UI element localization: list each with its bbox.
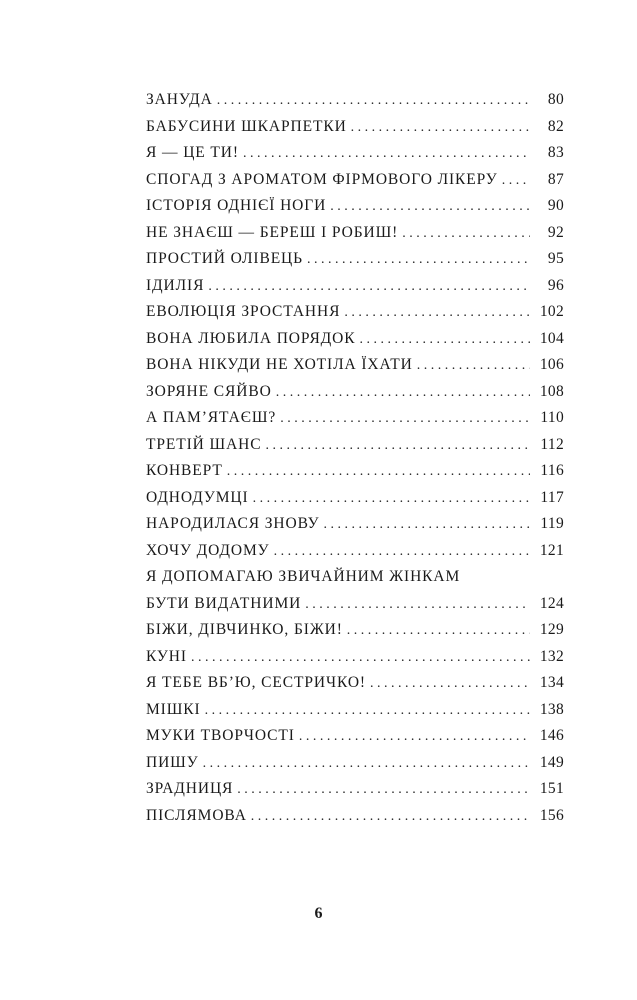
toc-entry xyxy=(146,780,564,807)
toc-entry-page: 117 xyxy=(540,488,564,506)
dot-leader xyxy=(502,173,530,189)
dot-leader xyxy=(205,703,530,719)
dot-leader xyxy=(347,623,530,639)
dot-leader xyxy=(276,385,530,401)
toc-entry-page: 156 xyxy=(539,806,564,824)
toc-entry xyxy=(146,409,564,436)
toc-entry-title: КОНВЕРТ xyxy=(146,462,223,479)
toc-entry-page: 106 xyxy=(539,356,564,373)
toc-entry-page: 82 xyxy=(547,117,564,135)
toc-entry-page: 112 xyxy=(540,435,564,453)
toc-entry xyxy=(146,330,564,357)
toc-entry-page: 119 xyxy=(540,515,564,532)
toc-entry-title: НЕ ЗНАЄШ — БЕРЕШ І РОБИШ! xyxy=(146,223,399,241)
dot-leader xyxy=(351,120,530,136)
toc-entry-page: 146 xyxy=(539,727,564,744)
toc-entry-page: 104 xyxy=(539,329,564,347)
toc-entry xyxy=(146,250,564,277)
toc-entry-title: МУКИ ТВОРЧОСТІ xyxy=(146,727,295,744)
toc-entry-page: 102 xyxy=(539,303,564,320)
dot-leader xyxy=(191,650,530,666)
toc-entry-page: 138 xyxy=(539,700,564,718)
toc-entry-page: 92 xyxy=(547,223,564,241)
toc-entry-page: 96 xyxy=(547,276,564,294)
toc-entry-title: ХОЧУ ДОДОМУ xyxy=(146,541,270,559)
dot-leader xyxy=(203,756,530,772)
toc-entry-title: НАРОДИЛАСЯ ЗНОВУ xyxy=(146,515,320,532)
toc-entry-page: 108 xyxy=(539,382,564,400)
dot-leader xyxy=(305,597,530,613)
toc-entry xyxy=(146,91,564,118)
dot-leader xyxy=(253,491,530,507)
toc-entry-page: 110 xyxy=(540,409,564,426)
page-number: 6 xyxy=(314,905,323,922)
dot-leader xyxy=(417,358,530,374)
dot-leader xyxy=(360,332,531,348)
toc-entry-title: ЗОРЯНЕ СЯЙВО xyxy=(146,382,272,400)
table-of-contents xyxy=(146,91,564,833)
toc-entry-title: ПРОСТИЙ ОЛІВЕЦЬ xyxy=(146,250,303,267)
dot-leader xyxy=(274,544,530,560)
toc-entry-page: 80 xyxy=(547,91,564,108)
toc-entry xyxy=(146,383,564,410)
toc-entry-page: 95 xyxy=(547,250,564,267)
toc-entry xyxy=(146,356,564,383)
toc-entry-page: 121 xyxy=(539,541,564,559)
dot-leader xyxy=(330,199,530,215)
toc-entry xyxy=(146,648,564,675)
toc-entry-title: БУТИ ВИДАТНИМИ xyxy=(146,594,302,612)
toc-entry xyxy=(146,701,564,728)
toc-entry-page: 149 xyxy=(539,753,564,771)
toc-entry xyxy=(146,277,564,304)
toc-entry-page: 132 xyxy=(539,647,564,665)
toc-entry-title: ЗРАДНИЦЯ xyxy=(146,780,234,797)
dot-leader xyxy=(237,782,530,798)
dot-leader xyxy=(402,226,530,242)
dot-leader xyxy=(217,93,530,109)
toc-entry-title: ІСТОРІЯ ОДНІЄЇ НОГИ xyxy=(146,197,327,214)
toc-entry-title: ПІСЛЯМОВА xyxy=(146,806,247,824)
toc-entry-title: ІДИЛІЯ xyxy=(146,276,205,294)
toc-entry xyxy=(146,118,564,145)
toc-entry-title: БІЖИ, ДІВЧИНКО, БІЖИ! xyxy=(146,621,343,638)
toc-entry-title: БАБУСИНИ ШКАРПЕТКИ xyxy=(146,117,347,135)
toc-entry xyxy=(146,727,564,754)
toc-entry xyxy=(146,197,564,224)
toc-entry xyxy=(146,224,564,251)
toc-entry xyxy=(146,595,564,622)
toc-entry xyxy=(146,515,564,542)
toc-entry-page: 116 xyxy=(540,462,564,479)
toc-entry-title: ОДНОДУМЦІ xyxy=(146,488,249,506)
dot-leader xyxy=(266,438,530,454)
toc-entry-title: СПОГАД З АРОМАТОМ ФІРМОВОГО ЛІКЕРУ xyxy=(146,170,498,188)
toc-entry xyxy=(146,436,564,463)
toc-entry-page: 87 xyxy=(547,170,564,188)
toc-entry-title: ЕВОЛЮЦІЯ ЗРОСТАННЯ xyxy=(146,303,341,320)
toc-entry xyxy=(146,171,564,198)
toc-entry-title: Я ТЕБЕ ВБ’Ю, СЕСТРИЧКО! xyxy=(146,674,366,691)
toc-entry xyxy=(146,674,564,701)
toc-entry-page: 90 xyxy=(547,197,564,214)
toc-entry-title: ВОНА ЛЮБИЛА ПОРЯДОК xyxy=(146,329,356,347)
toc-entry xyxy=(146,542,564,569)
toc-entry xyxy=(146,144,564,171)
toc-entry-title: ЗАНУДА xyxy=(146,91,213,108)
toc-entry-page: 134 xyxy=(539,674,564,691)
dot-leader xyxy=(370,676,530,692)
toc-entry-title: Я ДОПОМАГАЮ ЗВИЧАЙНИМ ЖІНКАМ xyxy=(146,568,461,585)
toc-entry xyxy=(146,807,564,834)
toc-entry xyxy=(146,489,564,516)
toc-entry xyxy=(146,462,564,489)
toc-entry-title: А ПАМ’ЯТАЄШ? xyxy=(146,409,277,426)
dot-leader xyxy=(344,305,530,321)
toc-entry-title: ВОНА НІКУДИ НЕ ХОТІЛА ЇХАТИ xyxy=(146,356,413,373)
dot-leader xyxy=(307,252,530,268)
toc-entry-title: МІШКІ xyxy=(146,700,201,718)
dot-leader xyxy=(227,464,530,480)
toc-entry-title: ТРЕТІЙ ШАНС xyxy=(146,435,262,453)
dot-leader xyxy=(251,809,530,825)
toc-entry-title: ПИШУ xyxy=(146,753,199,771)
dot-leader xyxy=(280,411,530,427)
toc-entry-page: 124 xyxy=(539,594,564,612)
dot-leader xyxy=(208,279,530,295)
toc-entry xyxy=(146,621,564,648)
toc-entry xyxy=(146,303,564,330)
toc-entry-page: 151 xyxy=(539,780,564,797)
toc-entry-page: 129 xyxy=(539,621,564,638)
dot-leader xyxy=(323,517,530,533)
toc-entry-title: Я — ЦЕ ТИ! xyxy=(146,144,239,161)
toc-entry-page: 83 xyxy=(547,144,564,161)
toc-entry xyxy=(146,754,564,781)
toc-entry-continued xyxy=(146,568,564,595)
toc-entry-title: КУНІ xyxy=(146,647,187,665)
dot-leader xyxy=(299,729,530,745)
dot-leader xyxy=(243,146,530,162)
